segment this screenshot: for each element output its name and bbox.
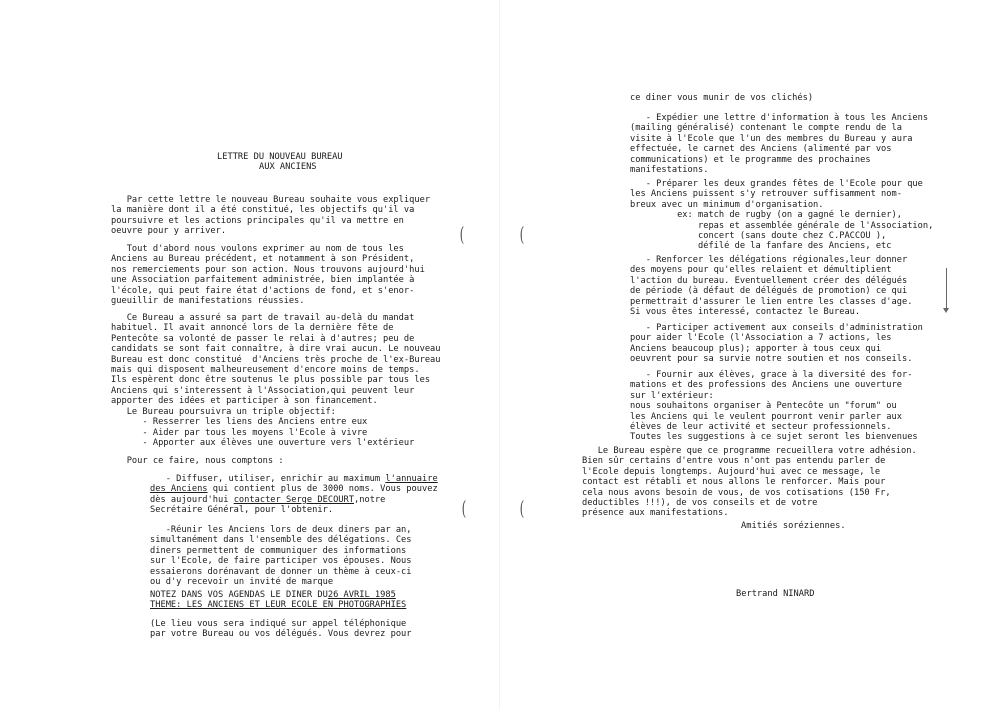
paragraph-thanks: Tout d'abord nous voulons exprimer au nom de tous les Anciens au Bureau précédent, et notamment à son Président, nos remerciements pour son action. Nous trouvons aujourd'hui une Association parfaitement administrée, bien implantée à l'école, qui peut faire état d'actions de fond, et s'enor- gueuillir de manifestations réussies. <box>111 244 425 307</box>
bullet-annuaire-mid: qui contient plus de 3000 noms. Vous pouvez dès aujourd'hui <box>150 484 438 505</box>
paragraph-conseils: - Participer activement aux conseils d'administration pour aider l'Ecole (l'Association a 7 actions, les Anciens beaucoup plus); apporter à tous ceux qui oeuvrent pour sa survie notre soutien et nos conseils. <box>630 323 923 365</box>
continuation-line: ce diner vous munir de vos clichés) <box>630 93 814 103</box>
paragraph-delegations: - Renforcer les délégations régionales,leur donner des moyens pour qu'elles relaient et démultiplient l'action du bureau. Eventuellement créer des délégués de période (à défaut de délégués de promotion) ce qui permettrait d'assurer le lien entre les classes d'age. Si vous êtes interessé, contactez le Bureau. <box>630 255 913 318</box>
margin-mark-4: ( <box>519 496 525 520</box>
signature: Bertrand NINARD <box>736 589 815 599</box>
paragraph-fetes: - Préparer les deux grandes fêtes de l'Ecole pour que les Anciens puissent s'y retrouver suffisamment nom- breux avec un minimum d'organisation. ex: match de rugby (on a gagné le dernier), repas et assemblée générale de l'Association, concert (sans doute chez C.PACCOU ), défilé de la fanfare des Anciens, etc <box>630 179 934 252</box>
bullet-lieu: (Le lieu vous sera indiqué sur appel téléphonique par votre Bureau ou vos délégués. Vous devrez pour <box>150 619 412 640</box>
closing: Amitiés soréziennes. <box>741 521 846 531</box>
paragraph-means: Pour ce faire, nous comptons : <box>111 456 284 466</box>
margin-mark-3: ( <box>519 222 525 246</box>
margin-mark: ( <box>459 222 465 246</box>
theme-line: THEME: LES ANCIENS ET LEUR ECOLE EN PHOTOGRAPHIES <box>150 600 407 610</box>
notez-label: NOTEZ DANS VOS AGENDAS LE DINER DU <box>150 590 328 600</box>
diner-date: 26 AVRIL 1985 <box>327 590 396 600</box>
paragraph-bureau: Ce Bureau a assuré sa part de travail au-delà du mandat habituel. Il avait annoncé lors de la dernière fête de Pentecôte sa volonté de passer le relai à d'autres; peu de candidats se sont fait connaître, à dire vrai aucun. Le nouveau Bureau est donc constitué d'Anciens très proche de l'ex-Bureau mais qui disposent malheureusement d'encore moins de temps. Ils espèrent donc être soutenus le plus possible par tous les Anciens qui s'interessent à l'Association,qui peuvent leur apporter des idées et participer à son financement. <box>111 313 441 407</box>
paragraph-objectives: Le Bureau poursuivra un triple objectif: - Resserrer les liens des Anciens entre eux - Aider par tous les moyens l'Ecole à vivre - Apporter aux élèves une ouverture vers l'extérieur <box>126 407 415 449</box>
annuaire-link: l'annuaire <box>385 474 438 484</box>
paragraph-intro: Par cette lettre le nouveau Bureau souhaite vous expliquer la manière dont il a été constitué, les objectifs qu'il va poursuivre et les actions principales qu'il va mettre en oeuvre pour y arriver. <box>111 195 431 237</box>
notez-line <box>150 590 396 600</box>
right-page <box>500 0 1000 709</box>
margin-arrow <box>946 268 947 309</box>
margin-mark-2: ( <box>461 496 467 520</box>
paragraph-mailing: - Expédier une lettre d'information à tous les Anciens (mailing généralisé) contenant le compte rendu de la visite à l'Ecole que l'un des membres du Bureau y aura effectuée, le carnet des Anciens (alimenté par vos communications) et le programme des prochaines manifestations. <box>630 113 929 176</box>
letter-title-line2: AUX ANCIENS <box>259 162 317 172</box>
bullet-diners: -Réunir les Anciens lors de deux diners par an, simultanément dans l'ensemble des délégations. Ces diners permettent de communiquer des informations sur l'Ecole, de faire participer vos épouses. Nous essaierons dorénavant de donner un thème à ceux-ci ou d'y recevoir un invité de marque <box>150 525 412 588</box>
paragraph-conclusion: Le Bureau espère que ce programme recueillera votre adhésion. Bien sûr certains d'entre vous n'ont pas entendu parler de l'Ecole depuis longtemps. Aujourd'hui avec ce message, le contact est rétabli et nous allons le renforcer. Mais pour cela nous avons besoin de vous, de vos cotisations (150 Fr, deductibles !!!), de vos conseils et de votre présence aux manifestations. <box>582 446 917 519</box>
letter-title-line1: LETTRE DU NOUVEAU BUREAU <box>217 152 343 162</box>
bullet-annuaire-pre: - Diffuser, utiliser, enrichir au maximum <box>150 474 386 484</box>
bullet-annuaire <box>150 474 438 516</box>
annuaire-link-2: des Anciens <box>150 484 208 495</box>
paragraph-eleves: - Fournir aux élèves, grace à la diversité des for- mations et des professions des Anciens une ouverture sur l'extérieur: nous souhaitons organiser à Pentecôte un "forum" ou les Anciens qui le veulent pourront venir parler aux élèves de leur activité et secteur professionnels. Toutes les suggestions à ce sujet seront les bienvenues <box>630 370 918 443</box>
contact-decourt: contacter Serge DECOURT <box>233 494 354 505</box>
bullet-annuaire-post: ,notre Secrétaire Général, pour l'obtenir. <box>150 494 386 516</box>
